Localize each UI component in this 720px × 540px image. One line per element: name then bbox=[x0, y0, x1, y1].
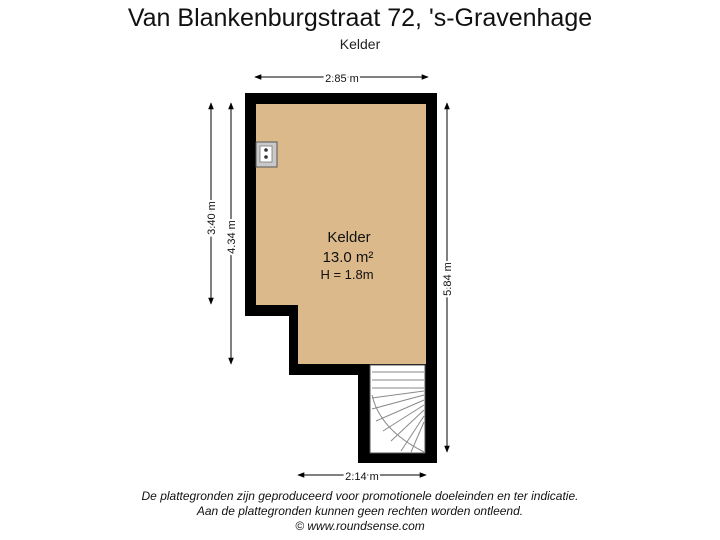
dim-label-right: 5.84 m bbox=[442, 262, 454, 296]
disclaimer bbox=[0, 489, 720, 534]
disclaimer-line-2: Aan de plattegronden kunnen geen rechten worden ontleend. bbox=[196, 504, 524, 518]
dim-label-left-outer: 3.40 m bbox=[206, 201, 218, 235]
dim-label-left-inner: 4.34 m bbox=[226, 220, 238, 254]
staircase-icon bbox=[370, 365, 425, 453]
wall-socket-icon bbox=[256, 142, 277, 167]
dim-label-bottom: 2.14 m bbox=[345, 471, 379, 483]
plan-title: Van Blankenburgstraat 72, 's-Gravenhage bbox=[127, 4, 593, 32]
floor-label: Kelder bbox=[339, 36, 381, 52]
room-height: H = 1.8m bbox=[320, 267, 374, 282]
room-name: Kelder bbox=[327, 229, 371, 246]
copyright-link[interactable]: © www.roundsense.com bbox=[295, 519, 425, 533]
disclaimer-line-1: De plattegronden zijn geproduceerd voor promotionele doeleinden en ter indicatie. bbox=[141, 489, 579, 503]
dim-label-top: 2.85 m bbox=[325, 73, 359, 85]
room-area: 13.0 m² bbox=[322, 249, 374, 266]
